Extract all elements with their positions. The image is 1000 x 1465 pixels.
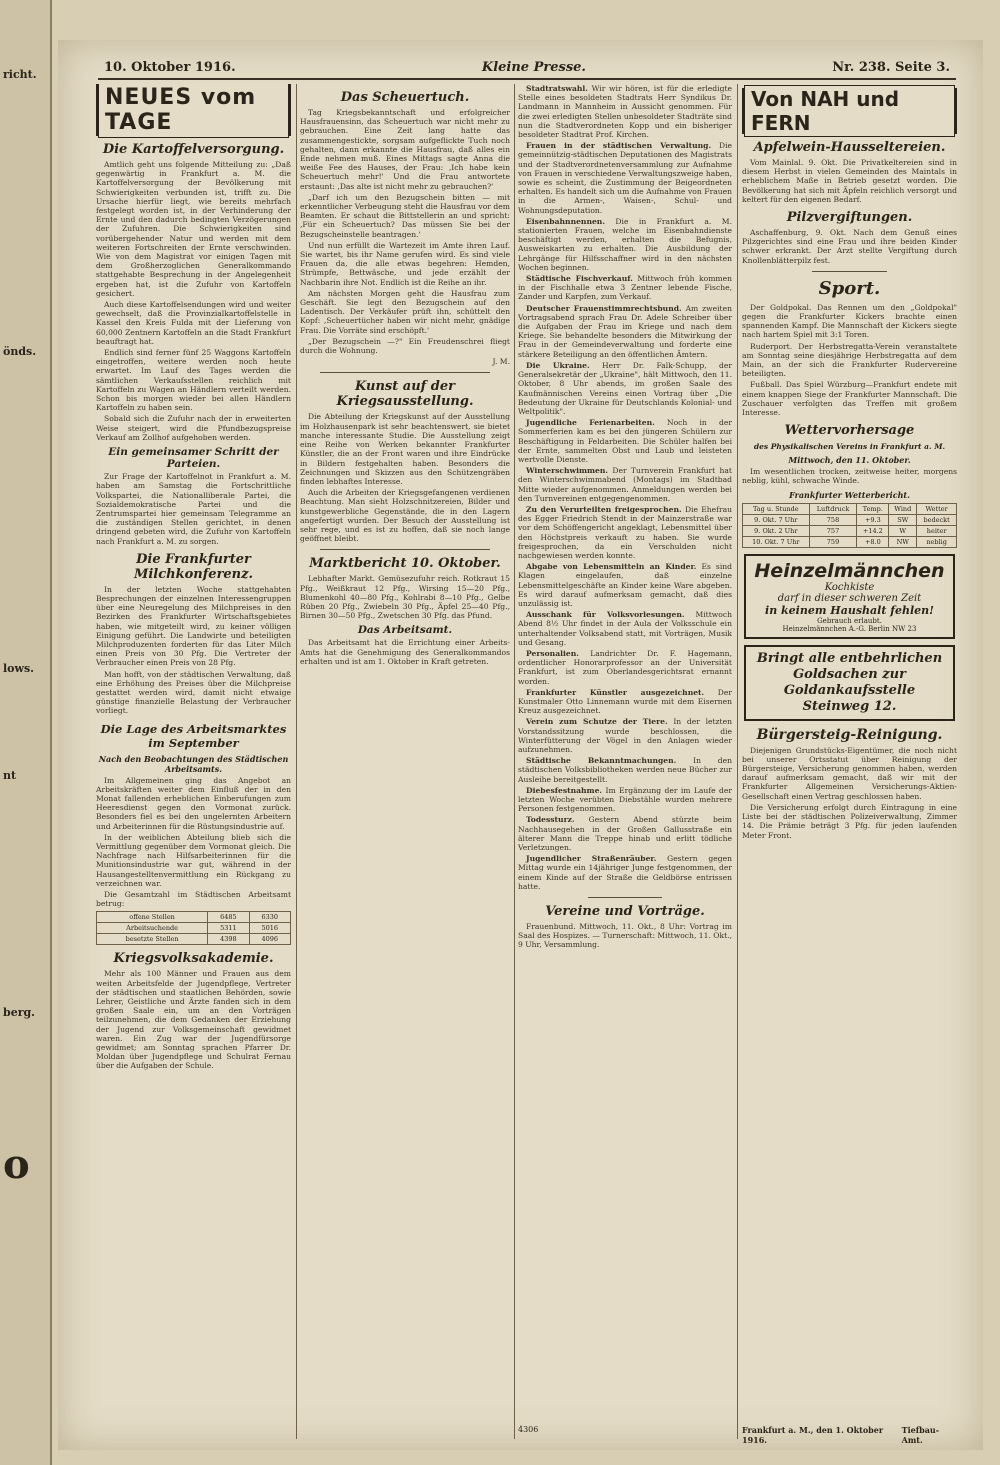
column-2 [300, 84, 510, 1439]
article-heading: Marktbericht 10. Oktober. [309, 556, 501, 572]
table-row [97, 934, 291, 945]
ad-subtitle: Kochkiste [824, 581, 875, 593]
article-text: Das Arbeitsamt hat die Errichtung einer Arbeits-Amts hat die Genehmigung des Generalkommandos erhalten und ist am 1. Oktober in Kraft getreten. [300, 638, 510, 666]
table-header: Luftdruck [809, 503, 857, 514]
weather-table [742, 503, 957, 548]
news-item-title: Abgabe von Lebensmitteln an Kinder. [526, 562, 697, 572]
article-heading: Die Frankfurter Milchkonferenz. [133, 551, 254, 582]
news-item-title: Frauen in der städtischen Verwaltung. [526, 141, 712, 151]
news-item-title: Personalien. [526, 648, 579, 658]
news-item-title: Frankfurter Künstler ausgezeichnet. [526, 687, 705, 697]
news-item-title: Winterschwimmen. [526, 466, 609, 476]
article-text: Frauenbund. Mittwoch, 11. Okt., 8 Uhr: Vortrag im Saal des Hospizes. — Turnerschaft: Mittwoch, 11. Okt., 9 Uhr, Versammlung. [518, 922, 732, 950]
article-text: „Darf ich um den Bezugschein bitten — mit erkenntlicher Verbeugung steht die Hausfrau vor dem Beamten. Er schaut die Bittstellerin an und spricht: ‚Für ein Scheuertuch? Das müssen Sie bei der Bezugscheinstelle beantragen.' [300, 192, 510, 239]
banner-title: NEUES vom TAGE [98, 84, 289, 138]
article-subheading: Nach den Beobachtungen des Städtischen Arbeitsamts. [98, 753, 289, 774]
table-header: Temp. [857, 503, 889, 514]
article-heading: Pilzvergiftungen. [786, 210, 913, 226]
news-item-title: Eisenbahnnennen. [526, 216, 605, 226]
news-item-text: Es sind Klagen eingelaufen, daß einzelne Lebensmittelgeschäfte an Kinder keine Ware abgeben. Es wird darauf aufmerksam gemacht, daß dies unzulässig ist. [518, 562, 732, 608]
article-text: Sobald sich die Zufuhr nach der in erweiterten Weise steigert, wird die Pfundbezugspreise Verkauf am Zollhof aufgehoben werden. [96, 414, 291, 442]
forecast-date: Mittwoch, den 11. Oktober. [788, 455, 911, 466]
article-text: Zur Frage der Kartoffelnot in Frankfurt a. M. haben am Samstag die Fortschrittliche Volkspartei, die Nationalliberale Partei, die Sozialdemokratische Partei und die Zentrumspartei hier gemeinsam Telegramme an die zuständigen Stellen gerichtet, in denen dringend gebeten wird, die Zufuhr von Kartoffeln nach Frankfurt a. M. zu sorgen. [96, 472, 291, 546]
news-item-text: Die in Frankfurt a. M. stationierten Frauen, welche im Eisenbahndienste beschäftigt werden, erhalten die Befugnis, Ausweiskarten zu erhalten. Die Ausbildung der Lehrgänge für Hilfsschaffner wird in den nächsten Wochen beginnen. [518, 216, 732, 272]
article-subheading: Frankfurter Wetterbericht. [789, 489, 910, 500]
article-text: Diejenigen Grundstücks-Eigentümer, die noch nicht bei unserer Ortsstatut über Reinigung der Bürgersteige, Versicherung genommen haben, werden darauf aufmerksam gemacht, daß wir mit der Frankfurter Allgemeinen Versicherungs-Aktien-Gesellschaft einen Vertrag geschlossen haben. [742, 745, 957, 801]
table-cell: heiter [917, 525, 957, 536]
notice-place-date: Frankfurt a. M., den 1. Oktober 1916. [742, 1425, 884, 1445]
news-item-title: Diebesfestnahme. [526, 785, 603, 795]
news-item-text: In den städtischen Volksbibliotheken werden neue Bücher zur Ausleihe bereitgestellt. [518, 756, 732, 784]
article-text: Tag Kriegsbekanntschaft und erfolgreicher Hausfrauensinn, das Scheuertuch war nicht mehr zu gebrauchen. Eine Zeit lang hatte das zusammengestickte, sorgsam aufgeflickte Tuch noch gehalten, dann erkannte die Hausfrau, daß alles ein Ende nehmen muß. Eines Mittags sagte Anna die weiße Fee des Hauses, der Frau: ‚Ich habe kein Scheuertuch mehr!' Und die Frau antwortete erstaunt: ‚Das alte ist nicht mehr zu gebrauchen?' [300, 108, 510, 191]
article-heading: Das Arbeitsamt. [357, 624, 453, 637]
adjacent-fragment: berg. [3, 1006, 36, 1019]
article-text: Die Abteilung der Kriegskunst auf der Ausstellung im Holzhausenpark ist sehr beachtenswert, sie bietet manche interessante Studie. Die Ausstellung zeigt eine Reihe von Werken bekannter Frankfurter Künstler, die an der Front waren und ihre Eindrücke in Bildern festgehalten haben. Besonders die Zeichnungen und Skizzen aus den Schützengräben finden lebhaftes Interesse. [300, 412, 510, 486]
news-item-title: Zu den Verurteilten freigesprochen. [526, 504, 682, 514]
article-heading: Bürgersteig-Reinigung. [756, 726, 943, 743]
local-news-item [518, 274, 732, 302]
adjacent-fragment: önds. [3, 345, 37, 358]
table-cell: 5016 [249, 923, 290, 934]
news-item-title: Städtische Fischverkauf. [526, 274, 633, 284]
news-item-title: Städtische Bekanntmachungen. [526, 756, 677, 766]
article-text: In der letzten Woche stattgehabten Besprechungen der einzelnen Interessengruppen über eine Neuregelung des Milchpreises in den Bezirken des Frankfurter Wirtschaftsgebietes haben, wie mitgeteilt wird, zu keiner völligen Einigung geführt. Die Landwirte und beteiligten Milchproduzenten forderten für das Liter Milch einen Preis von 30 Pfg. Die Vertreter der Verbraucher einen Preis von 28 Pfg. [96, 584, 291, 668]
table-cell: 6485 [208, 912, 249, 923]
table-cell: 4096 [249, 934, 290, 945]
table-cell: +8.0 [857, 536, 889, 547]
local-news-list [518, 84, 732, 891]
table-cell: bedeckt [917, 514, 957, 525]
local-news-item [518, 610, 732, 647]
issue-date: 10. Oktober 1916. [104, 60, 236, 75]
news-item-text: Die gemeinnützig-städtischen Deputationen des Magistrats und der Stadtverordnetenversammlung zur Aufnahme von Frauen in verschiedene Verwaltungszweige haben, sowie es scheint, die Zustimmung der Beigeordneten erhalten. Es handelt sich um die Aufnahme von Frauen in die Armen-, Waisen-, Schul- und Wohnungsdeputation. [518, 141, 732, 215]
local-news-item [518, 361, 732, 416]
table-row [743, 525, 957, 536]
news-item-text: Mittwoch Abend 8½ Uhr findet in der Aula der Volksschule ein unterhaltender Volksabend statt, mit Vorträgen, Musik und Gesang. [518, 610, 732, 647]
table-header: Wetter [917, 503, 957, 514]
local-news-item [518, 304, 732, 359]
divider [320, 549, 490, 550]
table-cell: +9.3 [857, 514, 889, 525]
article-subheading: des Physikalischen Vereins in Frankfurt a. M. [753, 442, 946, 452]
table-cell: 4398 [208, 934, 249, 945]
banner-title: Von NAH und FERN [744, 85, 955, 137]
news-item-title: Stadtratswahl. [526, 84, 588, 93]
table-cell: NW [889, 536, 917, 547]
article-heading: Die Kartoffelversorgung. [102, 142, 285, 157]
article-text: Im Allgemeinen ging das Angebot an Arbeitskräften weiter dem Einfluß der in den Monat fallenden erheblichen Einberufungen zum Heeresdienst gegen den Vormonat zurück. Besonders fiel es bei den ungelernten Arbeitern und Arbeiterinnen für die Rüstungsindustrie auf. [96, 775, 291, 831]
news-item-text: Gestern Abend stürzte beim Nachhausegehen in der Großen Gallusstraße ein älterer Mann die Treppe hinab und erlitt tödliche Verletzungen. [518, 815, 732, 853]
table-cell: 757 [809, 525, 857, 536]
table-cell: 10. Okt. 7 Uhr [743, 536, 810, 547]
table-cell: 9. Okt. 7 Uhr [743, 514, 810, 525]
table-cell: offene Stellen [97, 912, 208, 923]
divider [588, 897, 662, 898]
article-text: Endlich sind ferner fünf 25 Waggons Kartoffeln eingetroffen, weitere werden noch heute erwartet. Im Lauf des Tages werden die sämtlichen Verkaufsstellen reichlich mit Kartoffeln zu Wagen an Händlern verteilt werden. Schon bis morgen wieder bei allen Händlern Kartoffeln zu haben sein. [96, 348, 291, 413]
local-news-item [518, 217, 732, 272]
news-item-text: Herr Dr. Falk-Schupp, der Generalsekretär der „Ukraine", hält Mittwoch, den 11. Oktober, 8 Uhr abends, im großen Saale des Kaufmännischen Vereins einen Vortrag über „Die Bedeutung der Ukraine für Deutschlands Kolonial- und Weltpolitik". [518, 360, 732, 416]
ad-company: Heinzelmännchen A.-G. Berlin NW 23 [782, 624, 917, 633]
article-text: Am nächsten Morgen geht die Hausfrau zum Geschäft. Sie legt den Bezugschein auf den Ladentisch. Der Verkäufer prüft ihn, schüttelt den Kopf: ‚Scheuertücher haben wir nicht mehr, gnädige Frau. Die Vorräte sind erschöpft.' [300, 288, 510, 335]
news-item-title: Jugendlicher Straßenräuber. [526, 854, 657, 864]
stats-table [96, 911, 291, 945]
table-cell: +14.2 [857, 525, 889, 536]
news-item-text: Noch in der Sommerferien kam es bei den jüngeren Schülern zur Beschäftigung in Feldarbeiten. Die Schüler halfen bei der Ernte, sammelten Obst und Laub und leisteten wertvolle Dienste. [518, 418, 732, 464]
local-news-item [518, 141, 732, 215]
article-text: Die Versicherung erfolgt durch Eintragung in eine Liste bei der städtischen Polizeiverwaltung, Zimmer 14. Die Prämie beträgt 3 Pfg. für jeden laufenden Meter Front. [742, 802, 957, 840]
column-3 [518, 84, 732, 1439]
section-heading: Sport. [818, 277, 881, 299]
news-item-text: Der Turnverein Frankfurt hat den Winterschwimmabend (Montags) im Stadtbad Mitte wieder aufgenommen. Anmeldungen werden bei den Turnvereinen entgegengenommen. [518, 466, 732, 503]
news-item-title: Verein zum Schutze der Tiere. [526, 717, 668, 727]
column-rule [737, 84, 738, 1439]
divider [320, 372, 490, 373]
article-text: Lebhafter Markt. Gemüsezufuhr reich. Rotkraut 15 Pfg., Weißkraut 12 Pfg., Wirsing 15—20 Pfg., Blumenkohl 40—80 Pfg., Kohlrabi 8—10 Pfg., Gelbe Rüben 20 Pfg., Zwiebeln 30 Pfg., Äpfel 25—40 Pfg., Birnen 30—50 Pfg., Zwetschen 30 Pfg. das Pfund. [300, 574, 510, 621]
news-item-text: Die Ehefrau des Egger Friedrich Stendt in der Mainzerstraße war vor dem Schöffengericht angeklagt, Lebensmittel über den Höchstpreis verkauft zu haben. Sie wurde freigesprochen, da ein Verschulden nicht nachgewiesen werden konnte. [518, 504, 732, 560]
local-news-item [518, 756, 732, 784]
local-news-item [518, 786, 732, 814]
adjacent-fragment: richt. [3, 68, 37, 81]
news-item-text: Im Ergänzung der im Laufe der letzten Woche verübten Diebstähle wurden mehrere Personen festgenommen. [518, 785, 732, 814]
news-item-title: Deutscher Frauenstimmrechtsbund. [526, 303, 682, 313]
article-text: Der Goldpokal. Das Rennen um den „Goldpokal" gegen die Frankfurter Kickers brachte einen spannenden Kampf. Die Mannschaft der Kickers siegte nach hartem Spiel mit 3:1 Toren. [742, 302, 957, 340]
table-cell: SW [889, 514, 917, 525]
local-news-item [518, 815, 732, 852]
article-text: In der weiblichen Abteilung blieb sich die Vermittlung gegenüber dem Vormonat gleich. Die Nachfrage nach Hilfsarbeiterinnen für die Munitionsindustrie war gut, während in der Hausangestelltenvermittlung ein Rückgang zu verzeichnen war. [96, 832, 291, 888]
article-heading: Kriegsvolksakademie. [113, 951, 274, 967]
table-header-row [743, 503, 957, 514]
news-item-text: Gestern gegen Mittag wurde ein 14jähriger Junge festgenommen, der einem Kinde auf der Straße die Geldbörse entrissen hatte. [518, 854, 732, 891]
page-number: Nr. 238. Seite 3. [832, 60, 950, 75]
article-heading: Ein gemeinsamer Schritt der Parteien. [108, 446, 279, 471]
adjacent-fragment: nt [3, 769, 17, 782]
article-heading: Wettervorhersage [784, 423, 915, 439]
advertisement-heinzelmaennchen [744, 554, 955, 639]
news-item-title: Ausschank für Volksvorlesungen. [526, 610, 685, 620]
news-item-text: Der Kunstmaler Otto Linnemann wurde mit dem Eisernen Kreuz ausgezeichnet. [518, 687, 732, 716]
section-banner [742, 88, 957, 134]
news-item-title: Die Ukraine. [526, 360, 590, 370]
ad-line: Gebrauch erlaubt. [817, 616, 882, 625]
table-row [743, 536, 957, 547]
table-cell: besetzte Stellen [97, 934, 208, 945]
column-rule [514, 84, 515, 1439]
article-text: Fußball. Das Spiel Würzburg—Frankfurt endete mit einem knappen Siege der Frankfurter Mannschaft. Die Zuschauer verfolgten das Treffen mit großem Interesse. [742, 380, 957, 418]
table-cell: 6330 [249, 912, 290, 923]
table-cell: Arbeitsuchende [97, 923, 208, 934]
table-cell: neblig [917, 536, 957, 547]
stats-label: Die Gesamtzahl im Städtischen Arbeitsamt betrug: [96, 890, 291, 909]
section-banner [96, 84, 291, 136]
column-rule [296, 84, 297, 1439]
table-cell: 5311 [208, 923, 249, 934]
page-footer-number: 4306 [518, 1425, 539, 1434]
article-text: Aschaffenburg, 9. Okt. Nach dem Genuß eines Pilzgerichtes sind eine Frau und ihre beiden Kinder schwer erkrankt. Der Arzt stellte Vergiftung durch Knollenblätterpilz fest. [742, 228, 957, 265]
paper-name: Kleine Presse. [481, 60, 586, 75]
table-row [97, 923, 291, 934]
ad-title: Heinzelmännchen [754, 559, 945, 582]
article-text: „Der Bezugschein —?" Ein Freudenschrei fliegt durch die Wohnung. [300, 336, 510, 356]
article-text: Auch die Arbeiten der Kriegsgefangenen verdienen Beachtung. Man sieht Holzschnitzereien, Bilder und kunstgewerbliche Gegenstände, die in den Lagern angefertigt wurden. Der Besuch der Ausstellung ist sehr rege, und es ist zu hoffen, daß sie noch lange geöffnet bleibt. [300, 488, 510, 544]
adjacent-fragment: o [3, 1141, 30, 1188]
adjacent-page-strip [0, 0, 52, 1465]
article-text: Vom Mainlal. 9. Okt. Die Privatkeltereien sind in diesem Herbst in vielen Gemeinden des Maintals in erheblichem Maße in Betrieb gesetzt worden. Die Bevölkerung hat sich mit Äpfeln reichlich versorgt und keltert für den eigenen Bedarf. [742, 158, 957, 204]
adjacent-fragment: lows. [3, 662, 35, 675]
article-heading: Die Lage des Arbeitsmarktes im September [100, 721, 287, 750]
table-row [97, 912, 291, 923]
advertisement-gold: Bringt alle entbehrlichen Goldsachen zur Goldankaufsstelle Steinweg 12. [744, 645, 955, 721]
article-text: Auch diese Kartoffelsendungen wird und weiter gewechselt, daß die Provinzialkartoffelstelle in Kassel den Kreis Fulda mit der Lieferung von 60,000 Zentnern Kartoffeln an die Stadt Frankfurt beauftragt hat. [96, 300, 291, 346]
notice-signature: Tiefbau-Amt. [901, 1425, 940, 1445]
local-news-item [518, 418, 732, 464]
page-header [98, 58, 956, 80]
local-news-item [518, 466, 732, 503]
news-item-text: Mittwoch früh kommen in der Fischhalle etwa 3 Zentner lebende Fische, Zander und Karpfen, zum Verkauf. [518, 274, 732, 302]
article-text: Mehr als 100 Männer und Frauen aus dem weiten Arbeitsfelde der Jugendpflege, Vertreter der städtischen und staatlichen Behörden, sowie Lehrer, Geistliche und Ärzte fanden sich in dem großen Saale ein, um an den Vorträgen teilzunehmen, die dem Gedanken der Erziehung der Jugend zur Volksgemeinschaft gewidmet waren. Ein Zug war der Jugendfürsorge gewidmet; am Sonntag sprachen Pfarrer Dr. Moldan über Jugendpflege und Schulrat Fernau über die Aufgaben der Schule. [96, 969, 291, 1071]
local-news-item [518, 562, 732, 608]
article-heading: Vereine und Vorträge. [545, 904, 705, 920]
column-1 [96, 84, 291, 1439]
news-item-title: Jugendliche Ferienarbeiten. [526, 418, 655, 428]
news-item-text: In der letzten Vorstandssitzung wurde beschlossen, die Winterfütterung der Vögel in den Anlagen wieder aufzunehmen. [518, 717, 732, 755]
notice-footer [742, 1425, 957, 1445]
column-4 [742, 84, 957, 1439]
table-cell: W [889, 525, 917, 536]
article-text: Und nun erfüllt die Wartezeit im Amte ihren Lauf. Sie wartet, bis ihr Name gerufen wird. Es sind viele Frauen da, die alle etwas begehren: Hemden, Strümpfe, Bettwäsche, und jede erzählt der Nachbarin ihre Not. Endlich ist die Reihe an ihr. [300, 240, 510, 287]
table-header: Tag u. Stunde [743, 503, 810, 514]
table-cell: 759 [809, 536, 857, 547]
news-item-text: Am zweiten Vortragsabend sprach Frau Dr. Adele Schreiber über die Aufgaben der Frau im Kriege und nach dem Kriege. Sie behandelte besonders die Mitwirkung der Frau in der Gemeindeverwaltung und forderte eine stärkere Beteiligung an den öffentlichen Ämtern. [518, 303, 732, 359]
news-item-text: Wir wir hören, ist für die erledigte Stelle eines besoldeten Stadtrats Herr Syndikus Dr. Landmann in Mannheim in Aussicht genommen. Für die zwei erledigten Stellen unbesoldeter Stadträte sind nun die Stadtverordneten Kopp und ein bisheriger besoldeter Stadtrat Prof. Kirchen. [518, 84, 732, 140]
ad-line: in keinem Haushalt fehlen! [765, 603, 934, 617]
local-news-item [518, 505, 732, 560]
divider [812, 271, 887, 272]
table-header: Wind [889, 503, 917, 514]
local-news-item [518, 717, 732, 754]
local-news-item [518, 854, 732, 891]
article-heading: Das Scheuertuch. [340, 90, 470, 105]
table-cell: 9. Okt. 2 Uhr [743, 525, 810, 536]
article-text: Amtlich geht uns folgende Mitteilung zu: „Daß gegenwärtig in Frankfurt a. M. die Kartoffelversorgung der Bevölkerung mit Schwierigkeiten verbunden ist, trifft zu. Die Ursache hierfür liegt, wie bereits mehrfach festgelegt worden ist, in der Verhinderung der Ernte und den dadurch bedingten Verzögerungen der Zufuhren. Die Schwierigkeiten sind vorübergehender Natur und werden mit dem weiteren Fortschreiten der Ernte verschwinden. Wie von dem Magistrat vor einigen Tagen mit dem Großherzoglichen Generalkommando stattgehabte Besprechung in der Angelegenheit ergeben hat, ist die Zufuhr von Kartoffeln gesichert. [96, 160, 291, 298]
news-item-text: Landrichter Dr. F. Hagemann, ordentlicher Honorarprofessor an der Universität Frankfurt, ist zum Oberlandesgerichtsrat ernannt worden. [518, 648, 732, 686]
article-text: Im wesentlichen trocken, zeitweise heiter, morgens neblig, kühl, schwache Winde. [742, 467, 957, 486]
ad-line: darf in dieser schweren Zeit [777, 592, 922, 604]
article-heading: Kunst auf der Kriegsausstellung. [336, 379, 474, 410]
article-heading: Apfelwein-Hausseltereien. [753, 140, 946, 155]
article-text: Man hofft, von der städtischen Verwaltung, daß eine Erhöhung des Preises über die Milchpreise gestattet werden wird, damit nicht etwaige günstige finanzielle Belastung der Verbraucher vorliegt. [96, 669, 291, 716]
article-text: Ruderport. Der Herbstregatta-Verein veranstaltete am Sonntag seine diesjährige Herbstregatta auf dem Main, an der sich die Frankfurter Rudervereine beteiligten. [742, 341, 957, 379]
news-item-title: Todessturz. [526, 815, 575, 825]
local-news-item [518, 649, 732, 686]
article-signature: J. M. [492, 357, 510, 367]
local-news-item [518, 84, 732, 139]
table-cell: 758 [809, 514, 857, 525]
local-news-item [518, 688, 732, 716]
table-row [743, 514, 957, 525]
